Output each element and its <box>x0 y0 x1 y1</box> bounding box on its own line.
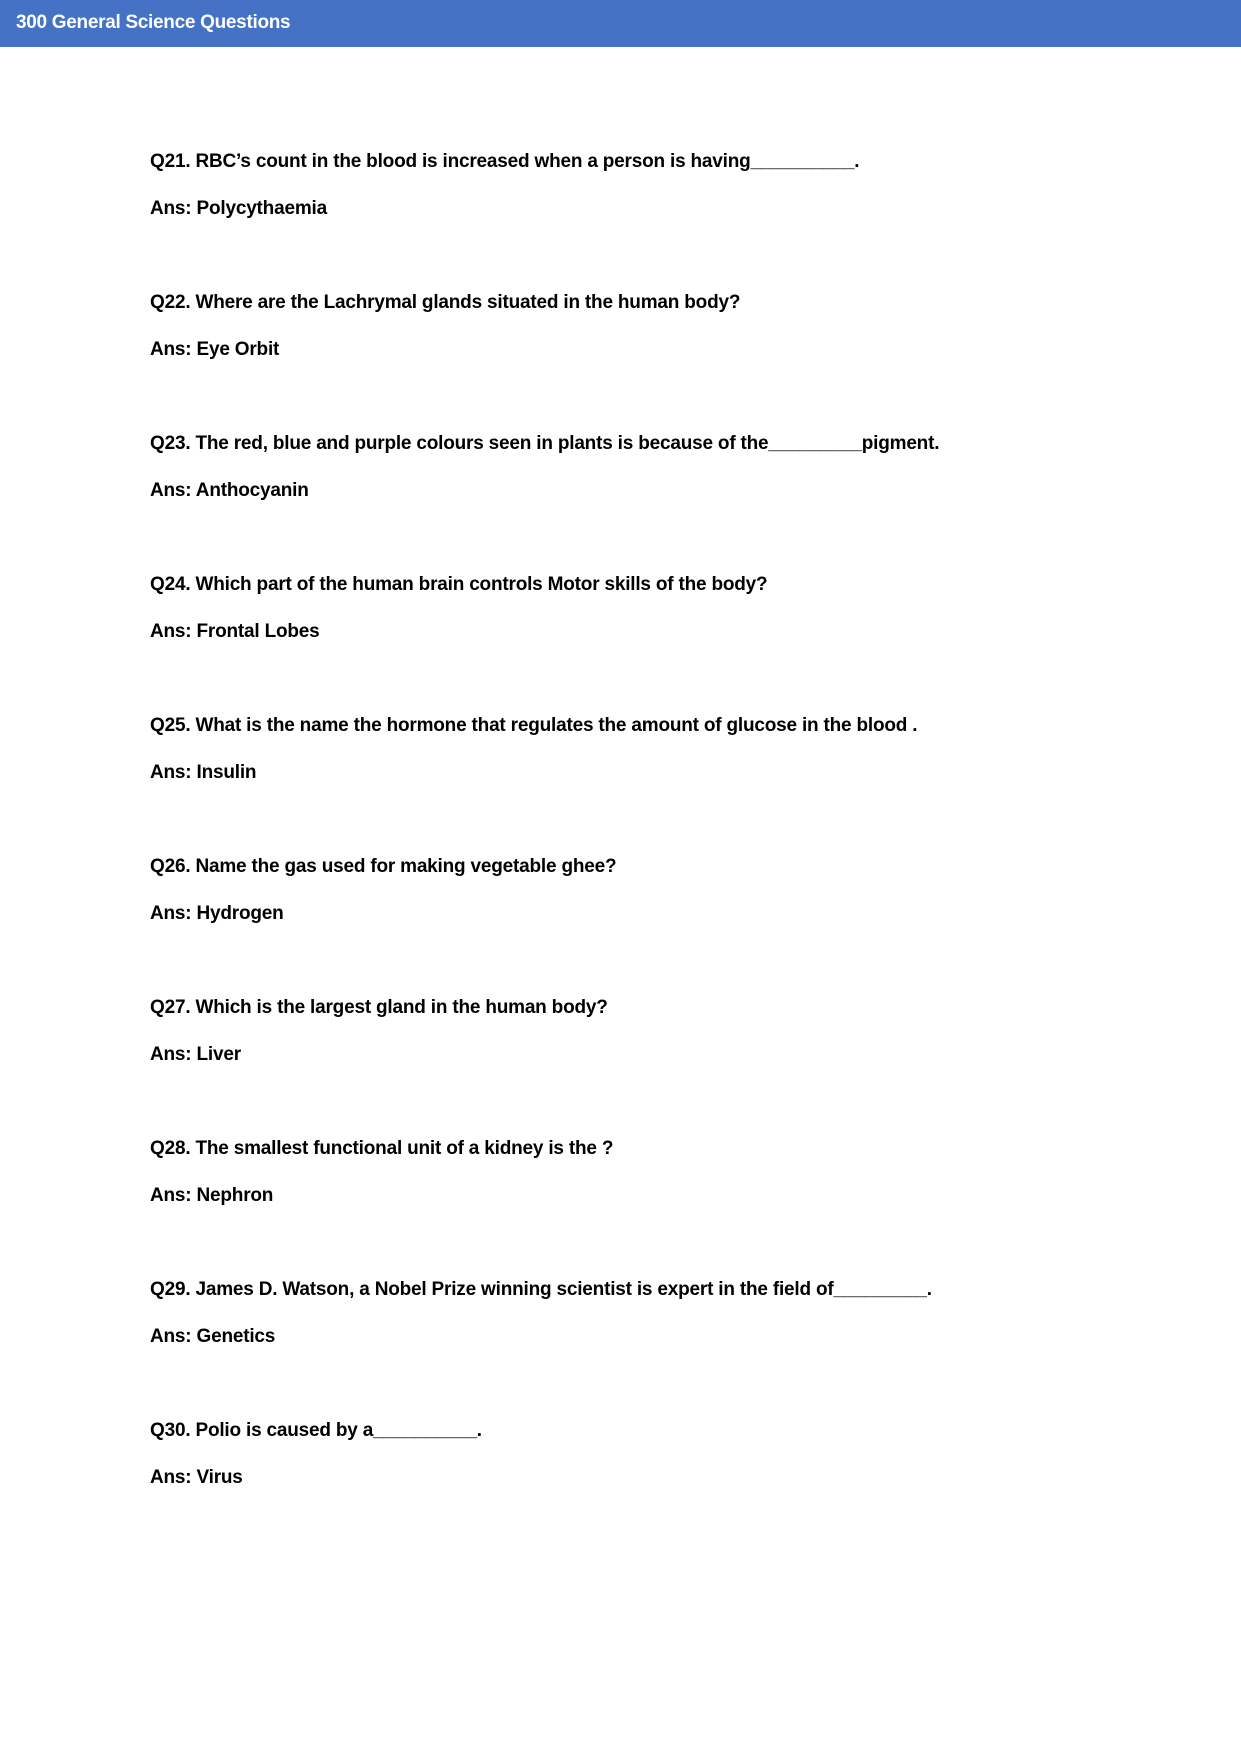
question: Q21. RBC’s count in the blood is increased when a person is having__________. <box>150 151 860 172</box>
question: Q24. Which part of the human brain controls Motor skills of the body? <box>150 574 768 595</box>
answer: Ans: Genetics <box>150 1326 276 1347</box>
qa-item <box>150 997 1150 1066</box>
question: Q27. Which is the largest gland in the human body? <box>150 997 608 1018</box>
question: Q28. The smallest functional unit of a kidney is the ? <box>150 1138 614 1159</box>
question: Q22. Where are the Lachrymal glands situated in the human body? <box>150 292 741 313</box>
answer: Ans: Eye Orbit <box>150 339 280 360</box>
answer: Ans: Liver <box>150 1044 241 1065</box>
question: Q30. Polio is caused by a__________. <box>150 1420 482 1441</box>
qa-item <box>150 1420 1150 1489</box>
answer: Ans: Polycythaemia <box>150 198 327 219</box>
question: Q23. The red, blue and purple colours seen in plants is because of the_________pigment. <box>150 433 940 454</box>
qa-item <box>150 856 1150 925</box>
answer: Ans: Nephron <box>150 1185 274 1206</box>
question: Q26. Name the gas used for making vegetable ghee? <box>150 856 617 877</box>
qa-item <box>150 1279 1150 1348</box>
qa-item <box>150 292 1150 361</box>
answer: Ans: Insulin <box>150 762 257 783</box>
qa-item <box>150 433 1150 502</box>
answer: Ans: Virus <box>150 1467 243 1488</box>
page-header <box>0 0 1241 47</box>
question: Q29. James D. Watson, a Nobel Prize winning scientist is expert in the field of_________. <box>150 1279 932 1300</box>
answer: Ans: Anthocyanin <box>150 480 309 501</box>
answer: Ans: Hydrogen <box>150 903 284 924</box>
qa-item <box>150 1138 1150 1207</box>
answer: Ans: Frontal Lobes <box>150 621 320 642</box>
question: Q25. What is the name the hormone that regulates the amount of glucose in the blood . <box>150 715 918 736</box>
qa-item <box>150 574 1150 643</box>
header-title: 300 General Science Questions <box>16 12 291 33</box>
qa-item <box>150 715 1150 784</box>
qa-item <box>150 151 1150 220</box>
